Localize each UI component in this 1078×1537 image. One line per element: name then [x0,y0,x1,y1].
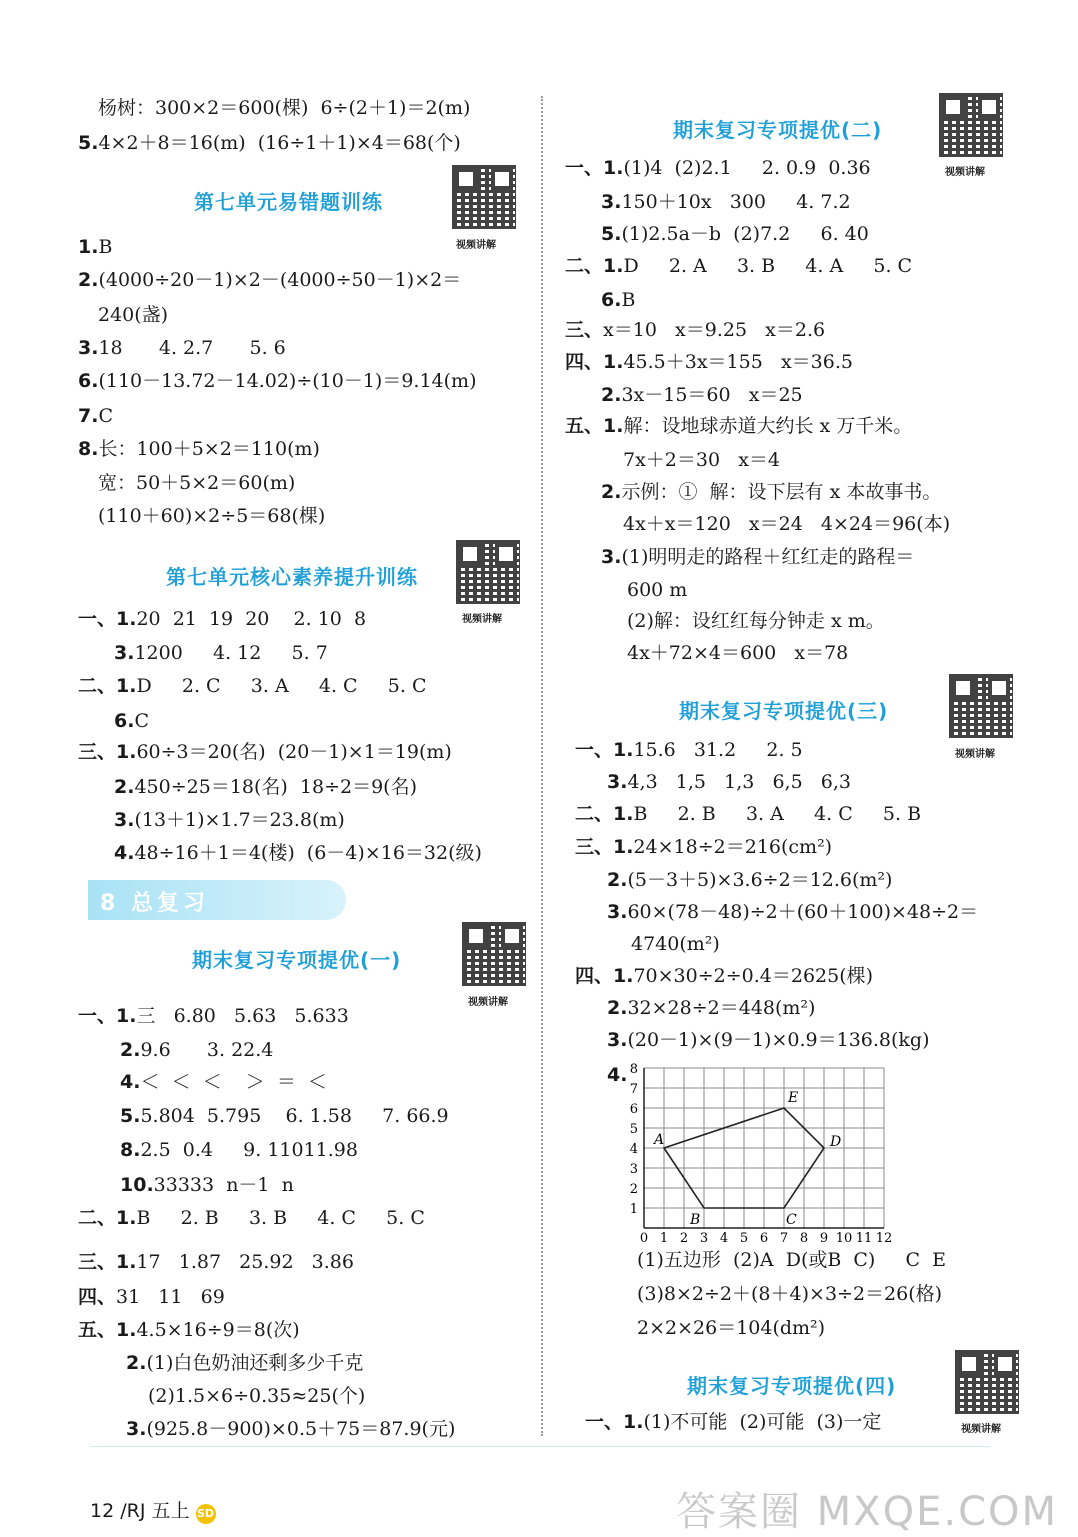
vertex-label: C [786,1212,797,1228]
answer-line: 三、1.24×18÷2＝216(cm²) [575,836,833,858]
section-title: 期末复习专项提优(三) [679,699,889,723]
answer-line: (3)8×2÷2＋(8＋4)×3÷2＝26(格) [637,1283,943,1305]
answer-line: 600 m [627,579,688,601]
answer-line: 7.C [78,405,113,427]
answer-line: 3.(925.8－900)×0.5＋75＝87.9(元) [126,1418,456,1440]
answer-line: 一、1.(1)4 (2)2.1 2. 0.9 0.36 [565,157,871,179]
x-tick-label: 12 [875,1231,893,1246]
sd-badge-icon: SD [196,1504,216,1524]
answer-line: 四、31 11 69 [78,1286,225,1308]
footer-rule [90,1446,990,1447]
section-title: 期末复习专项提优(一) [192,948,402,972]
answer-line: 2.9.6 3. 22.4 [120,1039,274,1061]
answer-line: 8.2.5 0.4 9. 11011.98 [120,1139,358,1161]
answer-line: 2.450÷25＝18(名) 18÷2＝9(名) [114,776,417,798]
qr-label: 视频讲解 [468,997,508,1008]
x-tick-label: 10 [835,1231,853,1246]
answer-line: 4740(m²) [631,933,720,955]
answer-line: (2)1.5×6÷0.35≈25(个) [148,1385,366,1407]
answer-line: 3.(20－1)×(9－1)×0.9＝136.8(kg) [607,1029,930,1051]
qr-label: 视频讲解 [961,1424,1001,1435]
answer-line: (2)解：设红红每分钟走 x m。 [627,610,885,632]
qr-code-icon[interactable] [462,922,526,986]
x-tick-label: 5 [739,1231,749,1246]
answer-line: 6.B [601,289,636,311]
answer-line: 五、1.解：设地球赤道大约长 x 万千米。 [565,415,913,437]
x-tick-label: 7 [779,1231,789,1246]
answer-line: 2.示例：① 解：设下层有 x 本故事书。 [601,481,942,503]
x-tick-label: 11 [855,1231,873,1246]
answer-line: 四、1.70×30÷2÷0.4＝2625(棵) [575,965,874,987]
y-tick-label: 8 [629,1062,638,1077]
answer-line: 5.4×2＋8＝16(m) (16÷1＋1)×4＝68(个) [78,132,461,154]
answer-line: 6.(110－13.72－14.02)÷(10－1)＝9.14(m) [78,370,477,392]
answer-line: 2×2×26＝104(dm²) [637,1317,826,1339]
x-tick-label: 9 [819,1231,829,1246]
x-tick-label: 4 [719,1231,729,1246]
answer-line: 一、1.(1)不可能 (2)可能 (3)一定 [585,1411,882,1433]
y-tick-label: 2 [629,1182,638,1197]
answer-line: 2.3x－15＝60 x＝25 [601,384,803,406]
qr-code-icon[interactable] [949,674,1013,738]
qr-label: 视频讲解 [462,614,502,625]
answer-line: 4.48÷16＋1＝4(楼) (6－4)×16＝32(级) [114,842,482,864]
answer-line: 3.(1)明明走的路程＋红红走的路程＝ [601,546,915,568]
answer-line: 三、1.60÷3＝20(名) (20－1)×1＝19(m) [78,741,452,763]
answer-line: 一、1.15.6 31.2 2. 5 [575,739,803,761]
answer-line: 二、1.B 2. B 3. A 4. C 5. B [575,803,922,825]
y-tick-label: 5 [629,1122,638,1137]
column-divider [541,96,543,1436]
answer-line: 2.(5－3＋5)×3.6÷2＝12.6(m²) [607,869,893,891]
answer-line: 四、1.45.5＋3x＝155 x＝36.5 [565,351,853,373]
x-tick-label: 3 [699,1231,709,1246]
answer-line: 一、1.三 6.80 5.63 5.633 [78,1005,349,1027]
answer-line: 1.B [78,236,113,258]
x-tick-label: 2 [679,1231,689,1246]
answer-line: 3.1200 4. 12 5. 7 [114,642,328,664]
vertex-label: E [788,1090,799,1106]
section-title: 第七单元核心素养提升训练 [166,565,418,589]
answer-line: 5.5.804 5.795 6. 1.58 7. 66.9 [120,1105,449,1127]
qr-label: 视频讲解 [955,749,995,760]
y-tick-label: 6 [629,1102,638,1117]
answer-line: 10.33333 n－1 n [120,1174,294,1196]
x-tick-label: 1 [659,1231,669,1246]
answer-line: 3.4,3 1,5 1,3 6,5 6,3 [607,771,852,793]
watermark: 答案圈 MXQE.COM [675,1489,1058,1535]
answer-line: 4x＋72×4＝600 x＝78 [627,642,849,664]
answer-line: 8.长：100＋5×2＝110(m) [78,438,320,460]
answer-line: 240(盏) [98,304,169,326]
answer-line: 一、1.20 21 19 20 2. 10 8 [78,608,367,630]
y-tick-label: 4 [629,1142,638,1157]
qr-label: 视频讲解 [456,240,496,251]
answer-line: 三、x＝10 x＝9.25 x＝2.6 [565,319,826,341]
section-title: 期末复习专项提优(四) [687,1374,897,1398]
answer-line: 4.＜ ＜ ＜ ＞ ＝ ＜ [120,1071,327,1093]
answer-line: 6.C [114,710,149,732]
answer-line: 宽：50＋5×2＝60(m) [98,472,296,494]
answer-line: 2.32×28÷2＝448(m²) [607,997,816,1019]
qr-code-icon[interactable] [452,165,516,229]
section-title: 第七单元易错题训练 [194,190,383,214]
answer-line: 3.150＋10x 300 4. 7.2 [601,191,851,213]
vertex-label: B [690,1212,701,1228]
chapter-banner: 8 总复习 [88,880,346,920]
page-footer: 12 /RJ 五上 SD [90,1500,215,1522]
answer-line: 3.(13＋1)×1.7＝23.8(m) [114,809,345,831]
qr-code-icon[interactable] [955,1350,1019,1414]
y-tick-label: 1 [629,1202,638,1217]
answer-line: 3.18 4. 2.7 5. 6 [78,337,286,359]
answer-line: 二、1.D 2. A 3. B 4. A 5. C [565,255,913,277]
answer-line: (110＋60)×2÷5＝68(棵) [98,505,326,527]
answer-line: 5.(1)2.5a－b (2)7.2 6. 40 [601,223,869,245]
qr-label: 视频讲解 [945,167,985,178]
answer-line: 4x＋x＝120 x＝24 4×24＝96(本) [623,513,951,535]
answer-line: 杨树：300×2＝600(棵) 6÷(2＋1)＝2(m) [98,97,471,119]
coordinate-grid-figure [620,1060,900,1250]
x-tick-label: 6 [759,1231,769,1246]
answer-line: 2.(1)白色奶油还剩多少千克 [126,1352,364,1374]
answer-line: (1)五边形 (2)A D(或B C) C E [637,1249,947,1271]
x-tick-label: 8 [799,1231,809,1246]
answer-line: 五、1.4.5×16÷9＝8(次) [78,1319,300,1341]
vertex-label: A [654,1132,665,1148]
qr-code-icon[interactable] [456,540,520,604]
answer-line: 二、1.B 2. B 3. B 4. C 5. C [78,1207,425,1229]
answer-line: 2.(4000÷20－1)×2－(4000÷50－1)×2＝ [78,269,462,291]
y-tick-label: 3 [629,1162,638,1177]
answer-line: 4. [607,1064,628,1086]
section-title: 期末复习专项提优(二) [673,118,883,142]
vertex-label: D [830,1134,842,1150]
answer-line: 二、1.D 2. C 3. A 4. C 5. C [78,675,427,697]
x-tick-label: 0 [639,1231,649,1246]
answer-line: 7x＋2＝30 x＝4 [623,449,780,471]
answer-line: 3.60×(78－48)÷2＋(60＋100)×48÷2＝ [607,901,979,923]
qr-code-icon[interactable] [939,93,1003,157]
y-tick-label: 7 [629,1082,638,1097]
answer-line: 三、1.17 1.87 25.92 3.86 [78,1251,354,1273]
